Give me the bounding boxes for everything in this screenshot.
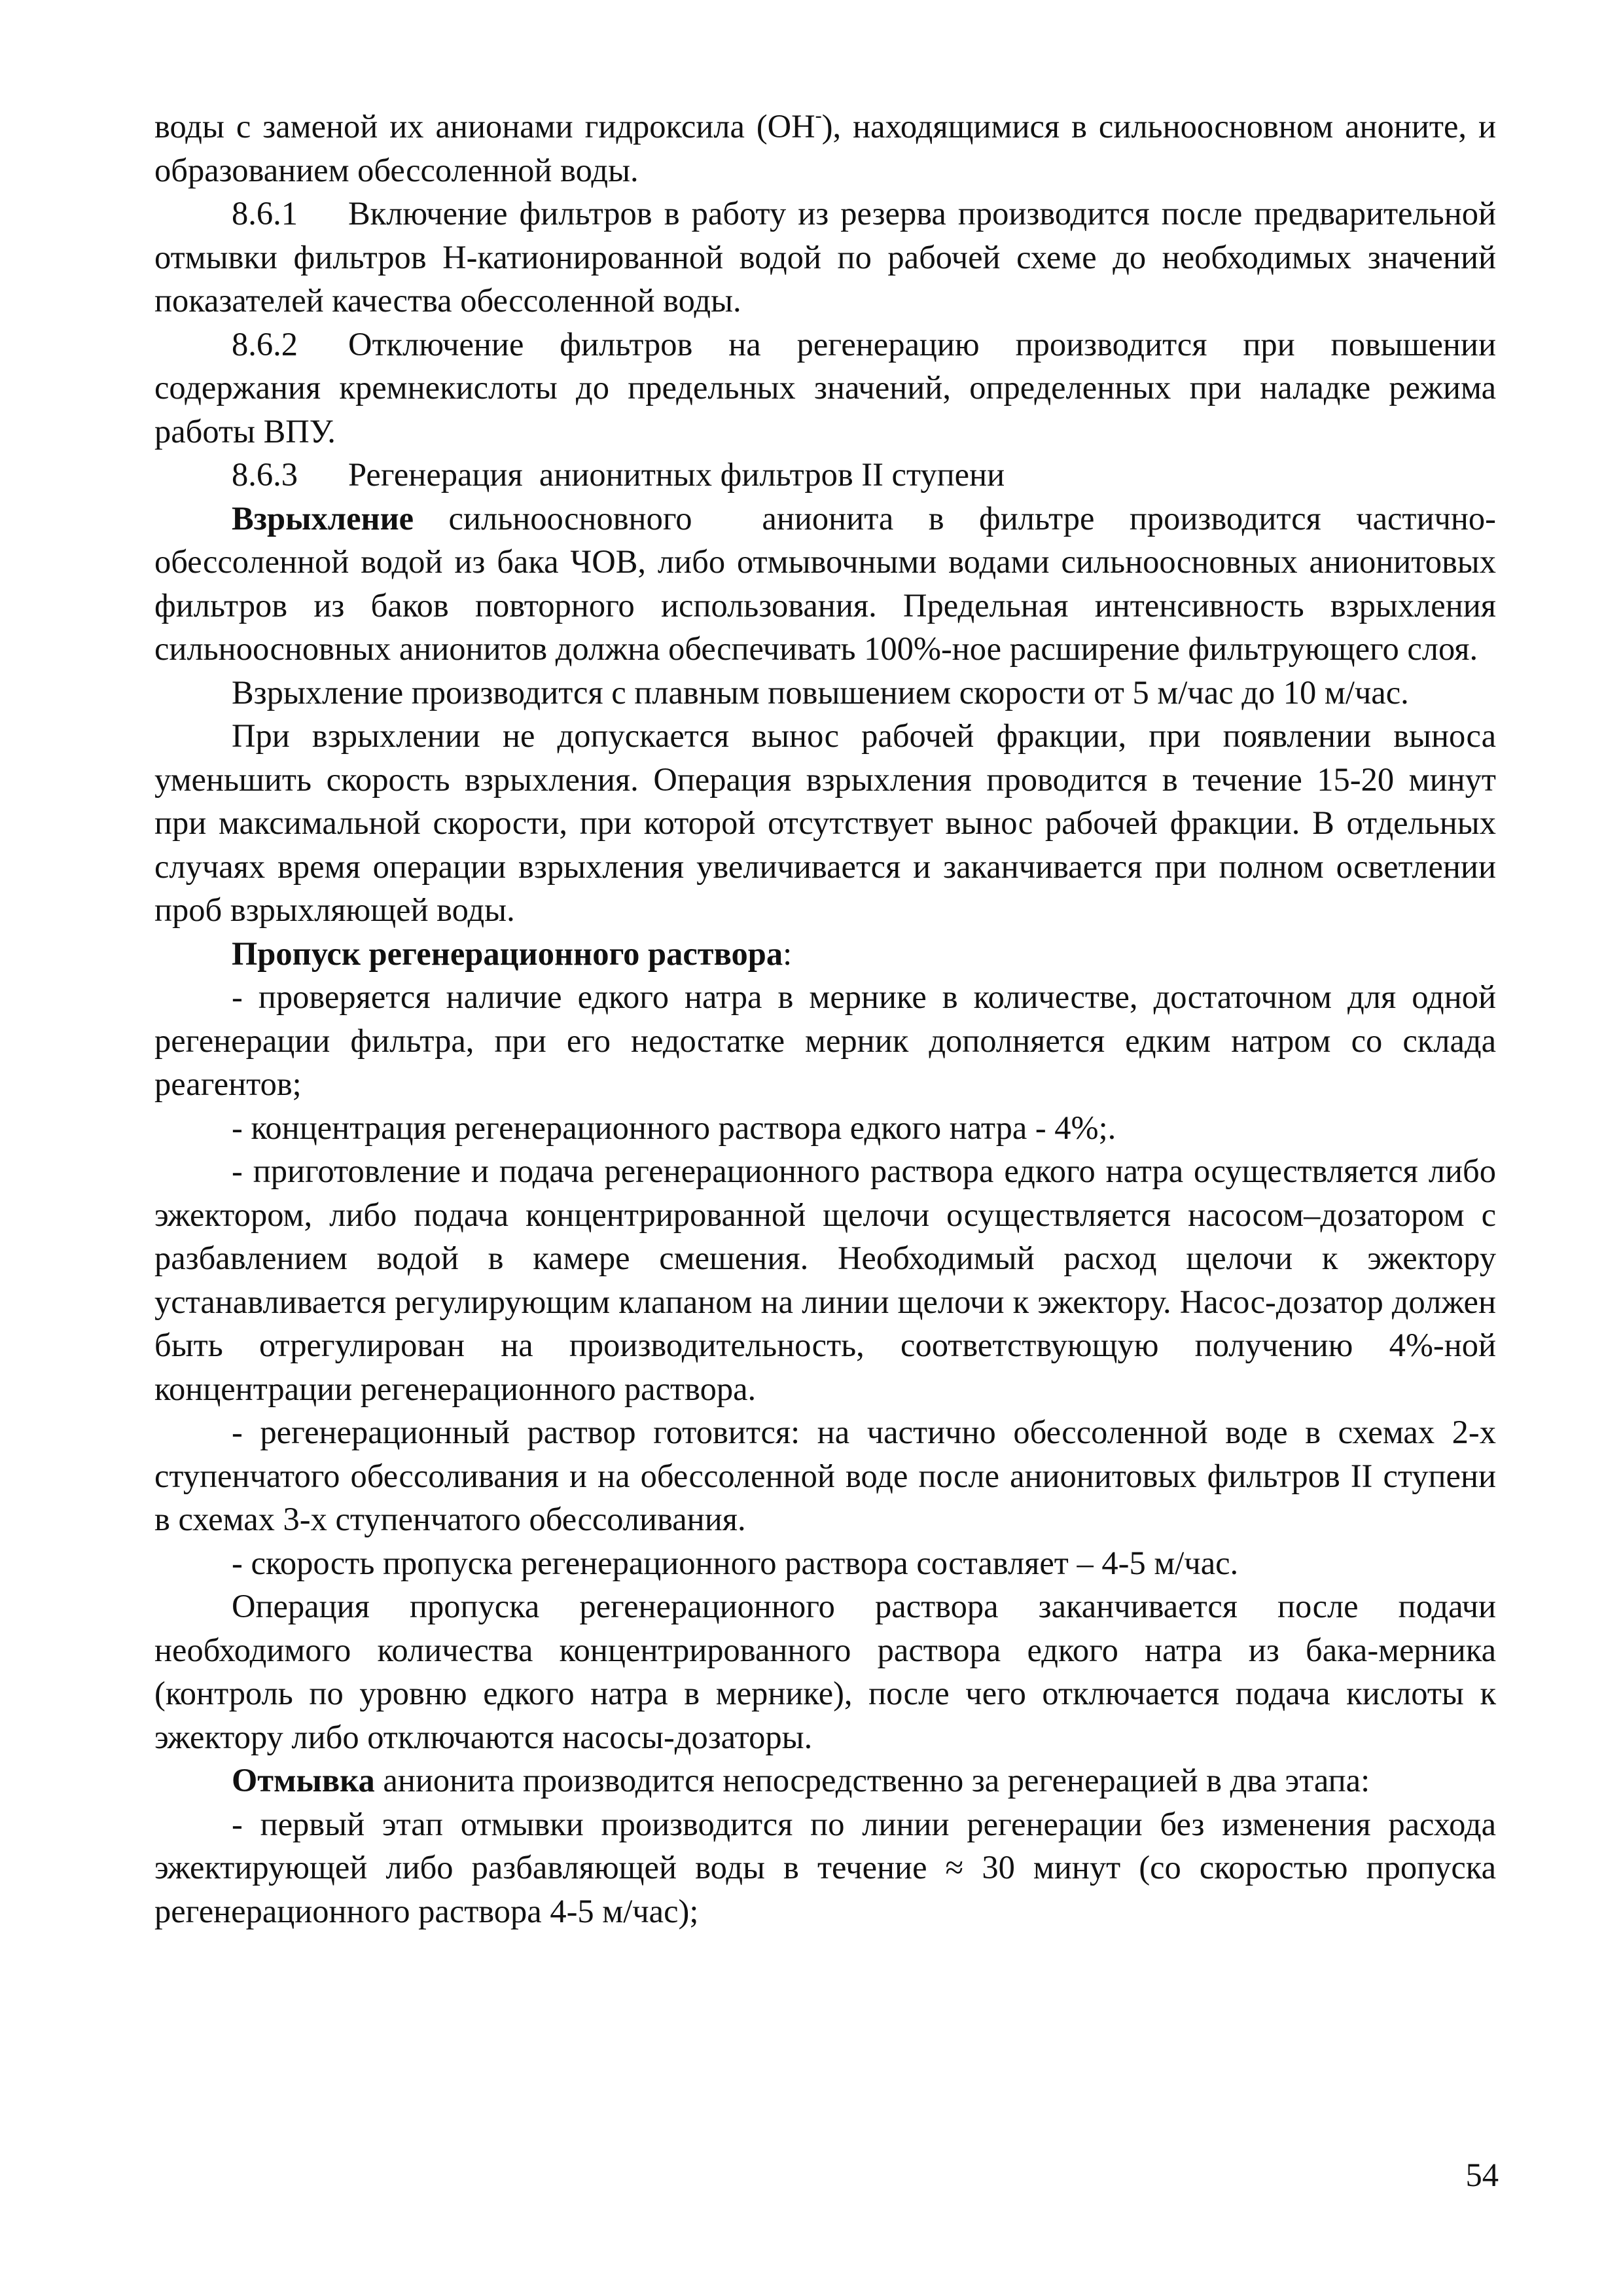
clause-text: Включение фильтров в работу из резерва производится после предварительной отмывки фильтров Н-катионированной водой по рабочей схеме до необходимых значений показателей качества обессоленной воды.: [154, 195, 1496, 319]
list-item-concentration: - концентрация регенерационного раствора едкого натра - 4%;.: [232, 1109, 1116, 1146]
clause-number: 8.6.1: [232, 195, 298, 232]
paragraph-8-6-3: [154, 453, 1496, 497]
clause-number: 8.6.3: [232, 456, 298, 493]
clause-text: Отключение фильтров на регенерацию производится при повышении содержания кремнекислоты до предельных значений, определенных при наладке режима работы ВПУ.: [154, 325, 1496, 450]
page-number: 54: [1465, 2157, 1499, 2193]
clause-text: Регенерация анионитных фильтров II ступени: [348, 456, 1005, 493]
paragraph-operation-end: Операция пропуска регенерационного раствора заканчивается после подачи необходимого количества концентрированного раствора едкого натра из бака-мерника (контроль по уровню едкого натра в мернике), после чего отключается подача кислоты к эжектору либо отключаются насосы-дозаторы.: [154, 1588, 1496, 1755]
paragraph-8-6-1: [154, 192, 1496, 323]
hydroxide-charge: -: [815, 103, 822, 126]
list-item-check-caustic: - проверяется наличие едкого натра в мернике в количестве, достаточном для одной регенерации фильтра, при его недостатке мерник дополняется едким натром со склада реагентов;: [154, 978, 1496, 1102]
paragraph-8-6-2: [154, 323, 1496, 454]
term-rinse: Отмывка: [232, 1762, 375, 1799]
page-body: [154, 103, 1505, 1933]
paragraph-text: сильноосновного анионита в фильтре производится частично-обессоленной водой из бака ЧОВ, либо отмывочными водами сильноосновных анионитовых фильтров из баков повторного использования. Предельная интенсивность взрыхления сильноосновных анионитов должна обеспечивать 100%-ное расширение фильтрующего слоя.: [154, 499, 1505, 667]
list-item-preparation: - приготовление и подача регенерационного раствора едкого натра осуществляется либо эжектором, либо подача концентрированной щелочи осуществляется насосом–дозатором с разбавлением водой в камере смешения. Необходимый расход щелочи к эжектору устанавливается регулирующим клапаном на линии щелочи к эжектору. Насос-дозатор должен быть отрегулирован на производительность, соответствующую получению 4%-ной концентрации регенерационного раствора.: [154, 1153, 1496, 1407]
list-item-solution-water: - регенерационный раствор готовится: на частично обессоленной воде в схемах 2-х ступенчатого обессоливания и на обессоленной воде после анионитовых фильтров II ступени в схемах 3-х ступенчатого обессоливания.: [154, 1414, 1496, 1537]
term-loosening: Взрыхление: [232, 499, 414, 537]
paragraph-loosening-speed: Взрыхление производится с плавным повышением скорости от 5 м/час до 10 м/час.: [232, 673, 1409, 711]
paragraph-text: анионита производится непосредственно за регенерацией в два этапа:: [374, 1762, 1370, 1799]
intro-text: воды с заменой их анионами гидроксила (ОН: [154, 108, 815, 145]
clause-number: 8.6.2: [232, 325, 298, 363]
paragraph-intro: [154, 105, 1496, 192]
paragraph-rinse: [154, 1759, 1496, 1803]
list-item-first-stage: - первый этап отмывки производится по линии регенерации без изменения расхода эжектирующей либо разбавляющей воды в течение ≈ 30 минут (со скоростью пропуска регенерационного раствора 4-5 м/час);: [154, 1805, 1496, 1929]
list-item-speed: - скорость пропуска регенерационного раствора составляет – 4-5 м/час.: [232, 1544, 1239, 1581]
term-regen-solution: Пропуск регенерационного раствора: [232, 935, 783, 972]
paragraph-loosening-duration: При взрыхлении не допускается вынос рабочей фракции, при появлении выноса уменьшить скорость взрыхления. Операция взрыхления проводится в течение 15-20 минут при максимальной скорости, при которой отсутствует вынос рабочей фракции. В отдельных случаях время операции взрыхления увеличивается и заканчивается при полном осветлении проб взрыхляющей воды.: [154, 717, 1496, 928]
paragraph-regen-solution-heading: [154, 932, 1496, 976]
intro-text-cont: ), находящимися в сильноосновном аноните, и образованием обессоленной воды.: [154, 108, 1496, 188]
paragraph-loosening: [154, 497, 1505, 671]
heading-colon: :: [783, 935, 793, 972]
